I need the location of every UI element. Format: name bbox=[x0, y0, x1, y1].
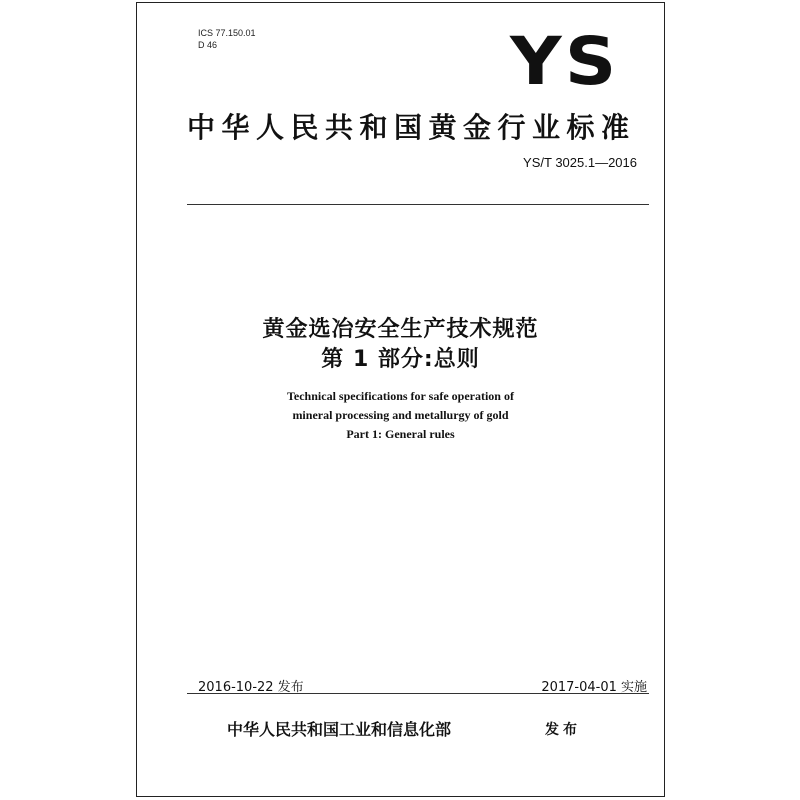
standard-number: YS/T 3025.1—2016 bbox=[523, 155, 637, 170]
chinese-title-line-2: 第 1 部分:总则 bbox=[321, 347, 480, 372]
issue-date: 2016-10-22 发布 bbox=[198, 680, 304, 695]
effective-date: 2017-04-01 实施 bbox=[541, 680, 647, 695]
ys-logo: YS bbox=[510, 23, 620, 100]
english-title-line-3: Part 1: General rules bbox=[346, 427, 455, 441]
top-divider bbox=[187, 204, 649, 205]
classification-codes bbox=[198, 28, 256, 52]
ccs-code: D 46 bbox=[198, 40, 218, 50]
chinese-title-line-1: 黄金选冶安全生产技术规范 bbox=[262, 317, 539, 342]
document-cover bbox=[136, 2, 665, 797]
issuing-authority: 中华人民共和国工业和信息化部 bbox=[227, 720, 452, 739]
english-title-line-2: mineral processing and metallurgy of gold bbox=[292, 408, 509, 422]
bottom-divider bbox=[187, 693, 649, 694]
industry-standard-title: 中华人民共和国黄金行业标准 bbox=[187, 111, 636, 144]
issue-action-label: 发布 bbox=[545, 722, 581, 738]
ics-code: ICS 77.150.01 bbox=[198, 28, 256, 38]
english-title-line-1: Technical specifications for safe operation of bbox=[287, 389, 514, 403]
